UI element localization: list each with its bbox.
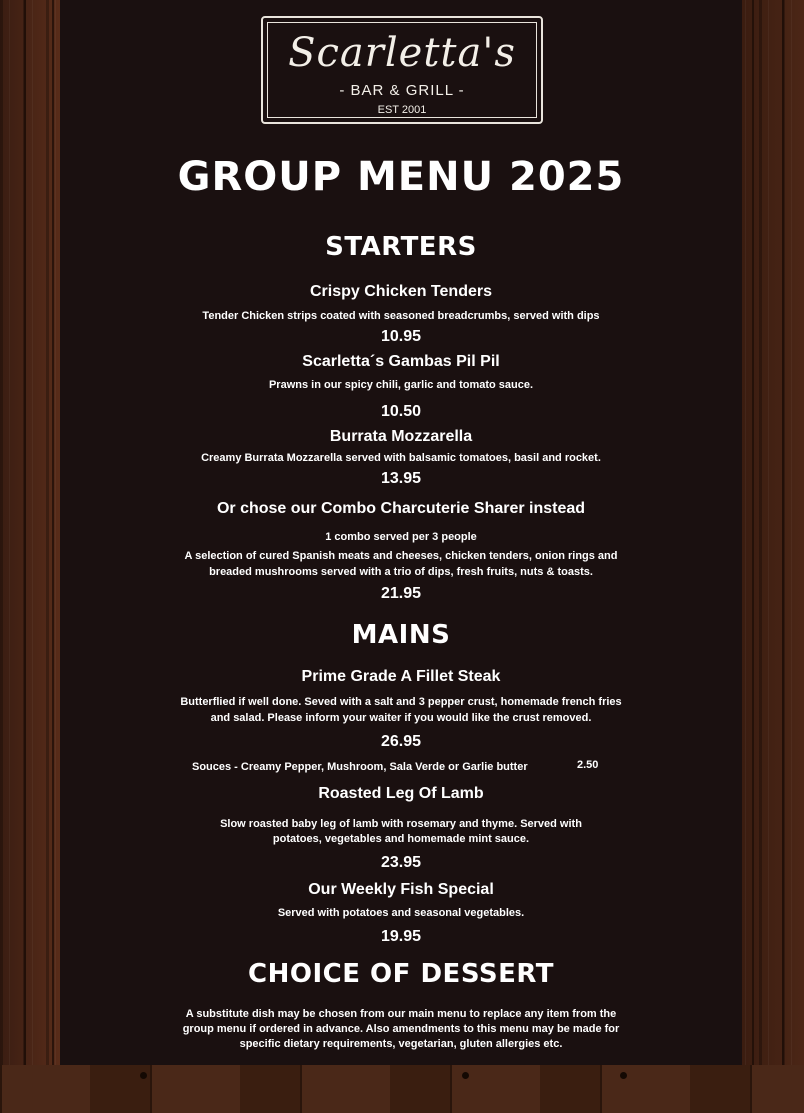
starter-name: Crispy Chicken Tenders	[310, 283, 492, 300]
starter-price: 10.50	[380, 403, 422, 420]
main-description: Slow roasted baby leg of lamb with rosemary and thyme. Served with	[220, 818, 582, 830]
combo-price: 21.95	[380, 585, 422, 602]
main-name: Prime Grade A Fillet Steak	[301, 668, 501, 685]
wood-plank-seam	[24, 0, 26, 1113]
wood-floor	[0, 1065, 804, 1113]
combo-name: Or chose our Combo Charcuterie Sharer instead	[216, 500, 586, 517]
main-description: Served with potatoes and seasonal vegetables.	[277, 907, 525, 919]
sauces-label: Souces - Creamy Pepper, Mushroom, Sala Verde or Garlie butter	[192, 761, 528, 773]
combo-description: A selection of cured Spanish meats and cheeses, chicken tenders, onion rings and	[184, 550, 618, 562]
brand-established: EST 2001	[377, 104, 427, 116]
starter-name: Burrata Mozzarella	[329, 428, 473, 445]
combo-description: breaded mushrooms served with a trio of dips, fresh fruits, nuts & toasts.	[209, 566, 593, 578]
starter-description: Prawns in our spicy chili, garlic and tomato sauce.	[268, 379, 534, 391]
menu-title: GROUP MENU 2025	[177, 154, 625, 200]
wood-plank-seam	[52, 0, 54, 1113]
main-name: Our Weekly Fish Special	[308, 881, 494, 898]
starter-name: Scarletta´s Gambas Pil Pil	[302, 353, 500, 370]
main-price: 23.95	[380, 854, 422, 871]
main-name: Roasted Leg Of Lamb	[318, 785, 484, 802]
dessert-heading: CHOICE OF DESSERT	[248, 959, 554, 989]
wood-plank-seam	[782, 0, 784, 1113]
main-description: Butterflied if well done. Seved with a salt and 3 pepper crust, homemade french fries	[180, 696, 622, 708]
wood-plank-seam	[752, 0, 754, 1113]
mains-heading: MAINS	[351, 620, 451, 650]
brand-name: Scarletta's	[288, 30, 516, 76]
combo-serving: 1 combo served per 3 people	[325, 531, 477, 543]
dessert-note: group menu if ordered in advance. Also amendments to this menu may be made for	[182, 1023, 620, 1035]
wood-knot	[620, 1072, 627, 1079]
brand-logo	[261, 16, 543, 124]
starter-description: Tender Chicken strips coated with seasoned breadcrumbs, served with dips	[202, 310, 600, 322]
brand-subtitle: - BAR & GRILL -	[339, 82, 465, 99]
starters-heading: STARTERS	[325, 232, 477, 262]
starter-description: Creamy Burrata Mozzarella served with balsamic tomatoes, basil and rocket.	[201, 452, 601, 464]
main-price: 19.95	[380, 928, 422, 945]
starter-price: 10.95	[380, 328, 422, 345]
wood-knot	[140, 1072, 147, 1079]
starter-price: 13.95	[380, 470, 422, 487]
wood-knot	[462, 1072, 469, 1079]
main-description: potatoes, vegetables and homemade mint sauce.	[272, 833, 530, 845]
main-price: 26.95	[380, 733, 422, 750]
dessert-note: A substitute dish may be chosen from our main menu to replace any item from the	[185, 1008, 617, 1020]
sauces-price: 2.50	[577, 759, 599, 771]
main-description: and salad. Please inform your waiter if you would like the crust removed.	[210, 712, 592, 724]
dessert-note: specific dietary requirements, vegetarian, gluten allergies etc.	[239, 1038, 563, 1050]
